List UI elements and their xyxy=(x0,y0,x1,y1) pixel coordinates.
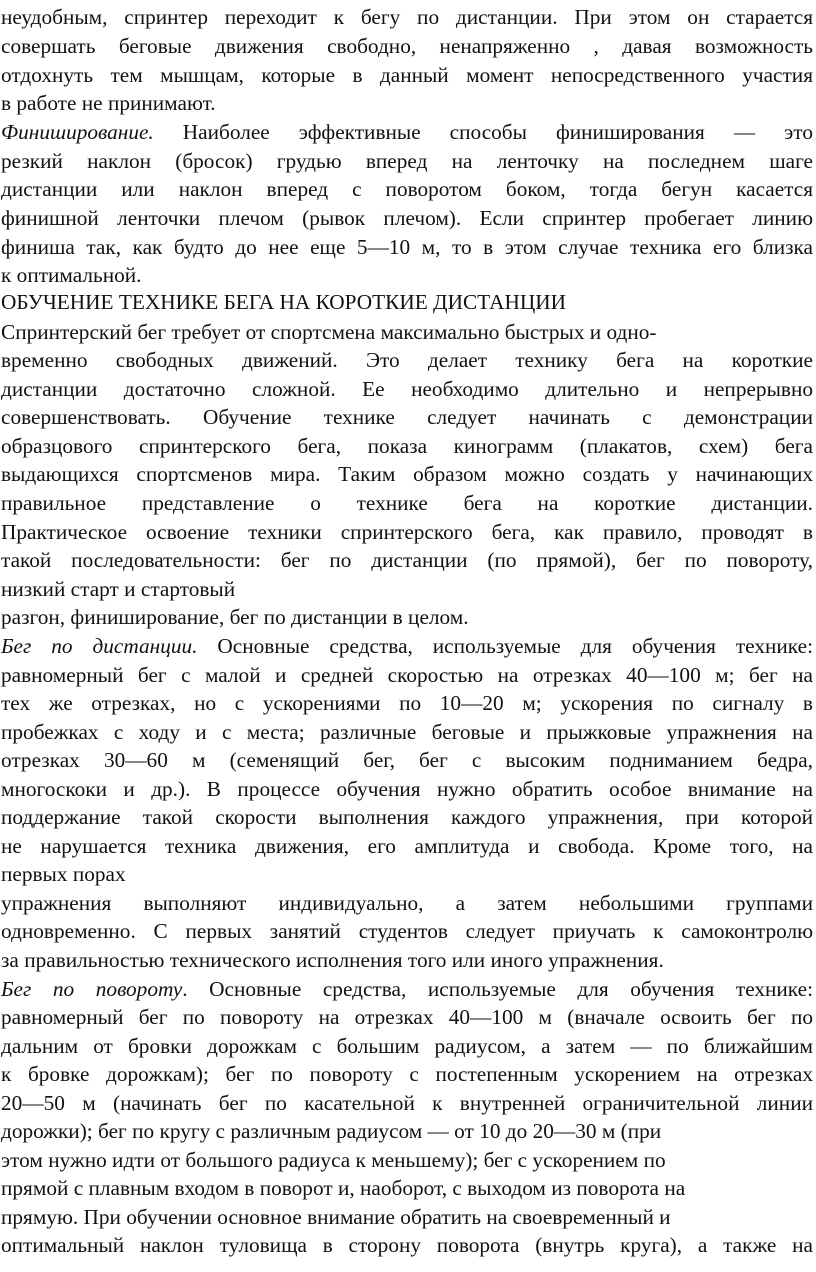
line-text: к бровке дорожкам); бег по повороту с постепенным ускорением на отрезках xyxy=(1,1062,813,1086)
line-text: ОБУЧЕНИЕ ТЕХНИКЕ БЕГА НА КОРОТКИЕ ДИСТАНЦИИ xyxy=(1,290,567,314)
text-line xyxy=(1,689,813,718)
line-text: отрезках 30—60 м (семенящий бег, бег с высоким подниманием бедра, xyxy=(1,748,813,772)
text-line xyxy=(1,489,813,518)
text-line xyxy=(1,889,813,918)
text-line xyxy=(1,803,813,832)
line-text: за правильностью технического исполнения того или иного упражнения. xyxy=(1,948,664,972)
text-line xyxy=(1,632,813,661)
text-line xyxy=(1,518,813,547)
line-text: дистанции или наклон вперед с поворотом боком, тогда бегун касается xyxy=(1,177,813,201)
line-text: дальним от бровки дорожкам с большим радиусом, а затем — по ближайшим xyxy=(1,1034,813,1058)
line-text: Основные средства, используемые для обучения технике: xyxy=(197,634,813,658)
text-line xyxy=(1,460,813,489)
line-text: образцового спринтерского бега, показа кинограмм (плакатов, схем) бега xyxy=(1,434,813,458)
line-text: . Основные средства, используемые для обучения технике: xyxy=(182,977,813,1001)
text-line xyxy=(1,718,813,747)
line-text: отдохнуть тем мышцам, которые в данный момент непосредственного участия xyxy=(1,63,813,87)
text-line xyxy=(1,61,813,90)
line-text: оптимальный наклон туловища в сторону поворота (внутрь круга), а также на xyxy=(1,1233,813,1257)
line-text: этом нужно идти от большого радиуса к меньшему); бег с ускорением по xyxy=(1,1148,666,1172)
text-line xyxy=(1,1032,813,1061)
line-text: многоскоки и др.). В процессе обучения нужно обратить особое внимание на xyxy=(1,777,813,801)
line-text: равномерный бег по повороту на отрезках 40—100 м (вначале освоить бег по xyxy=(1,1005,813,1029)
text-line xyxy=(1,89,813,118)
line-text: разгон, финиширование, бег по дистанции в целом. xyxy=(1,605,469,629)
text-line xyxy=(1,946,813,975)
line-text: тех же отрезках, но с ускорениями по 10—20 м; ускорения по сигналу в xyxy=(1,691,813,715)
section-run-in-heading: Финиширование. xyxy=(1,120,154,144)
line-text: низкий старт и стартовый xyxy=(1,577,236,601)
text-line xyxy=(1,1089,813,1118)
line-text: правильное представление о технике бега на короткие дистанции. xyxy=(1,491,813,515)
line-text: совершать беговые движения свободно, ненапряженно , давая возможность xyxy=(1,34,813,58)
text-line xyxy=(1,775,813,804)
text-line xyxy=(1,432,813,461)
text-line xyxy=(1,318,813,347)
line-text: совершенствовать. Обучение технике следует начинать с демонстрации xyxy=(1,405,813,429)
line-text: равномерный бег с малой и средней скоростью на отрезках 40—100 м; бег на xyxy=(1,663,813,687)
line-text: к оптимальной. xyxy=(1,263,142,287)
line-text: поддержание такой скорости выполнения каждого упражнения, при которой xyxy=(1,805,813,829)
text-line xyxy=(1,1146,813,1175)
line-text: прямой с плавным входом в поворот и, наоборот, с выходом из поворота на xyxy=(1,1176,686,1200)
section-run-in-heading: Бег по повороту xyxy=(1,977,183,1001)
line-text: резкий наклон (бросок) грудью вперед на ленточку на последнем шаге xyxy=(1,149,813,173)
text-line xyxy=(1,261,813,290)
text-line xyxy=(1,204,813,233)
line-text: временно свободных движений. Это делает технику бега на короткие xyxy=(1,348,813,372)
text-line xyxy=(1,661,813,690)
line-text: Спринтерский бег требует от спортсмена максимально быстрых и одно- xyxy=(1,320,657,344)
text-line xyxy=(1,1117,813,1146)
line-text: финишной ленточки плечом (рывок плечом). Если спринтер пробегает линию xyxy=(1,206,813,230)
line-text: пробежках с ходу и с места; различные беговые и прыжковые упражнения на xyxy=(1,720,813,744)
text-line xyxy=(1,1231,813,1260)
line-text: одновременно. С первых занятий студентов следует приучать к самоконтролю xyxy=(1,919,813,943)
line-text: в работе не принимают. xyxy=(1,91,216,115)
line-text: Практическое освоение техники спринтерского бега, как правило, проводят в xyxy=(1,520,813,544)
line-text: выдающихся спортсменов мира. Таким образом можно создать у начинающих xyxy=(1,462,813,486)
text-line xyxy=(1,546,813,575)
text-line xyxy=(1,1203,813,1232)
line-text: 20—50 м (начинать бег по касательной к внутренней ограничительной линии xyxy=(1,1091,813,1115)
text-line xyxy=(1,1060,813,1089)
line-text: такой последовательности: бег по дистанции (по прямой), бег по повороту, xyxy=(1,548,813,572)
line-text: упражнения выполняют индивидуально, а затем небольшими группами xyxy=(1,891,813,915)
text-line xyxy=(1,118,813,147)
line-text: финиша так, как будто до нее еще 5—10 м, то в этом случае техника его близка xyxy=(1,235,813,259)
text-line xyxy=(1,603,813,632)
text-line xyxy=(1,32,813,61)
text-line xyxy=(1,375,813,404)
text-line xyxy=(1,1003,813,1032)
text-line xyxy=(1,403,813,432)
line-text: дорожки); бег по кругу с различным радиусом — от 10 до 20—30 м (при xyxy=(1,1119,662,1143)
section-run-in-heading: Бег по дистанции. xyxy=(1,634,198,658)
text-line xyxy=(1,917,813,946)
text-line xyxy=(1,860,813,889)
text-line xyxy=(1,346,813,375)
text-line xyxy=(1,975,813,1004)
line-text: неудобным, спринтер переходит к бегу по дистанции. При этом он старается xyxy=(1,5,813,29)
line-text: прямую. При обучении основное внимание обратить на своевременный и xyxy=(1,1205,671,1229)
text-line xyxy=(1,832,813,861)
line-text: не нарушается техника движения, его амплитуда и свобода. Кроме того, на xyxy=(1,834,813,858)
text-line xyxy=(1,575,813,604)
text-line xyxy=(1,1174,813,1203)
text-line xyxy=(1,233,813,262)
text-line xyxy=(1,746,813,775)
line-text: первых порах xyxy=(1,862,126,886)
text-line xyxy=(1,288,813,317)
text-line xyxy=(1,175,813,204)
text-line xyxy=(1,3,813,32)
line-text: дистанции достаточно сложной. Ее необходимо длительно и непрерывно xyxy=(1,377,813,401)
line-text: Наиболее эффективные способы финиширования — это xyxy=(153,120,813,144)
text-line xyxy=(1,147,813,176)
